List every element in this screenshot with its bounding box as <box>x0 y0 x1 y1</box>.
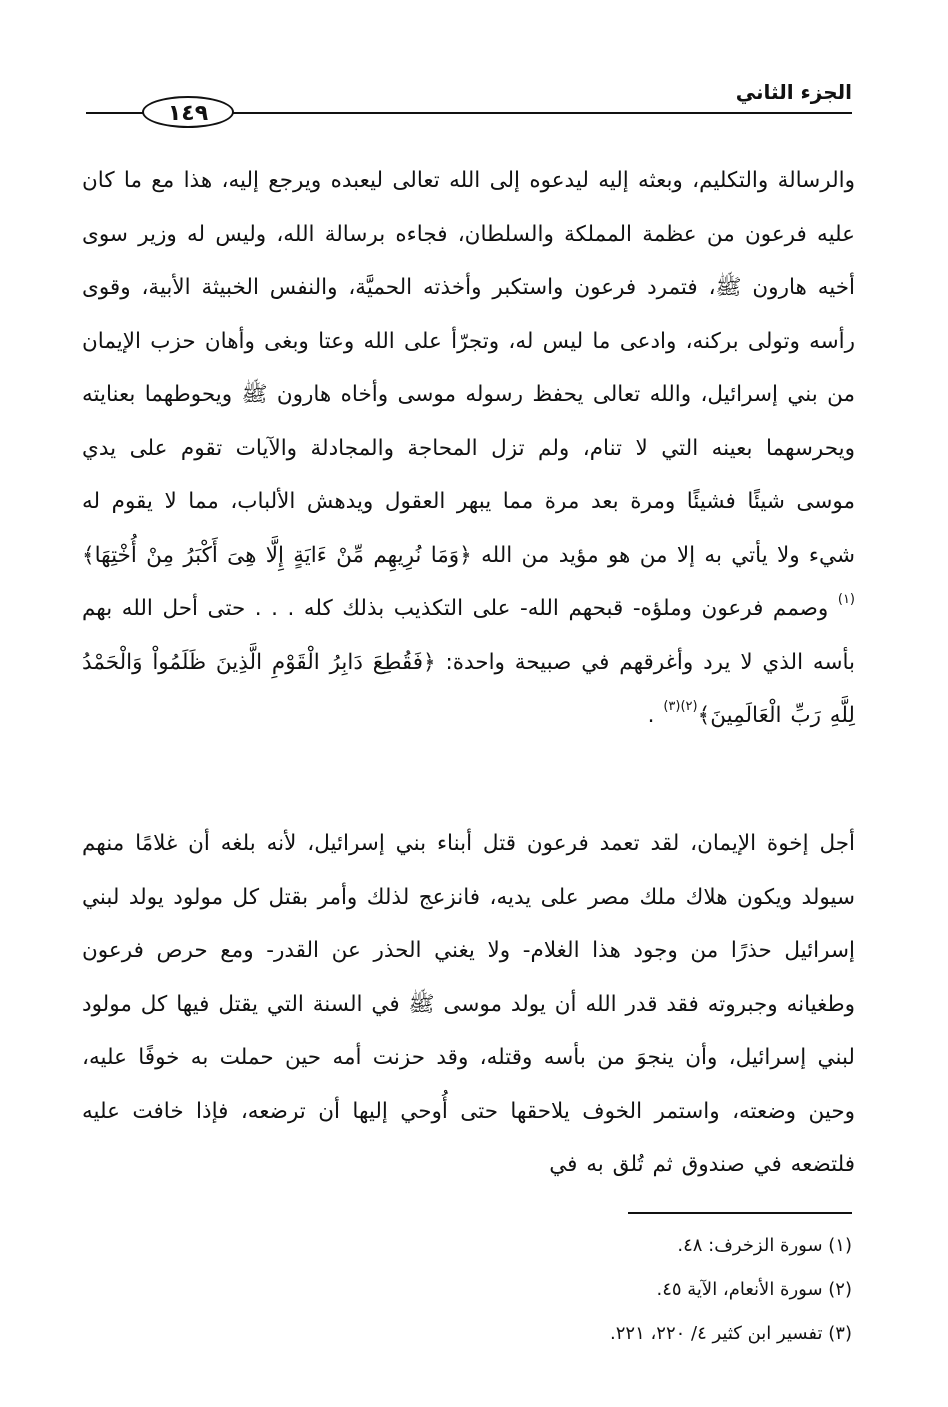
running-title: الجزء الثاني <box>735 80 852 104</box>
paragraph-2-text-a: أجل إخوة الإيمان، لقد تعمد فرعون قتل أبناء بني إسرائيل، لأنه بلغه أن غلامًا منهم سيولد ويكون هلاك ملك مصر على يديه، فانزعج لذلك وأمر بقتل كل مولود يولد لبني إسرائيل حذرًا من وجود هذا الغلام- ولا يغني الحذر عن القدر- ومع حرص فرعون وطغيانه وجبروته فقد قدر الله أن يولد موسى <box>82 831 856 1017</box>
salutation-icon: ﷺ <box>241 382 268 407</box>
quran-verse-1: وَمَا نُرِيهِم مِّنْ ءَايَةٍ إِلَّا هِىَ أَكْبَرُ مِنْ أُخْتِهَا <box>94 542 460 568</box>
paragraph-1 <box>82 154 855 743</box>
footnote-ref-3: (٣) <box>663 699 681 714</box>
paragraph-1-text-e: . <box>647 703 664 728</box>
salutation-icon: ﷺ <box>715 275 742 300</box>
paragraph-2 <box>82 817 855 1192</box>
footnotes <box>90 1224 852 1356</box>
paragraph-1-text-c: ويحوطهما بعنايته ويحرسهما بعينه التي لا تنام، ولم تزل المحاجة والمجادلة والآيات تقوم على يدي موسى شيئًا فشيئًا ومرة بعد مرة مما يبهر العقول ويدهش الألباب، مما لا يقوم له شيء ولا يأتي به إلا من هو مؤيد من الله <box>82 382 855 568</box>
page-header <box>86 78 852 128</box>
footnote-separator <box>628 1212 852 1214</box>
footnote-ref-1: (١) <box>837 592 855 607</box>
paragraph-2-text-b: في السنة التي يقتل فيها كل مولود لبني إسرائيل، وأن ينجوَ من بأسه وقتله، وقد حزنت أمه حين حملت به خوفًا عليه، وحين وضعته، واستمر الخوف يلاحقها حتى أُوحي إليها أن ترضعه، فإذا خافت عليه فلتضعه في صندوق ثم تُلق به في <box>82 991 855 1177</box>
quran-bracket-open: ﴿ <box>459 542 472 568</box>
page-number-badge: ١٤٩ <box>142 96 234 128</box>
paragraph-1-text-a: والرسالة والتكليم، وبعثه إليه ليدعوه إلى الله تعالى ليعبده ويرجع إليه، هذا مع ما كان عليه فرعون من عظمة المملكة والسلطان، فجاءه برسالة الله، وليس له وزير سوى أخيه هارون <box>82 168 855 300</box>
footnote-3: (٣) تفسير ابن كثير ٤/ ٢٢٠، ٢٢١. <box>610 1323 852 1344</box>
quran-bracket-close: ﴾ <box>82 542 95 568</box>
paragraph-1-text-d: وصمم فرعون وملؤه- قبحهم الله- على التكذيب بذلك كله . . . حتى أحل الله بهم بأسه الذي لا يرد وأغرقهم في صبيحة واحدة: <box>82 596 855 675</box>
footnote-ref-2: (٢) <box>680 699 698 714</box>
quran-bracket-open-2: ﴿ <box>423 649 436 675</box>
quran-verse-2: فَقُطِعَ دَابِرُ الْقَوْمِ الَّذِينَ ظَلَمُواْ وَالْحَمْدُ لِلَّهِ رَبِّ الْعَالَمِينَ <box>82 649 855 728</box>
salutation-icon: ﷺ <box>408 991 435 1017</box>
footnote-2: (٢) سورة الأنعام، الآية ٤٥. <box>656 1279 852 1300</box>
quran-bracket-close-2: ﴾ <box>697 703 711 728</box>
footnote-1: (١) سورة الزخرف: ٤٨. <box>677 1235 852 1256</box>
paragraph-1-text-b: ، فتمرد فرعون واستكبر وأخذته الحميَّة، والنفس الخبيثة الأبية، وقوى رأسه وتولى بركنه، وادعى ما ليس له، وتجرّأ على الله وعتا وبغى وأهان حزب الإيمان من بني إسرائيل، والله تعالى يحفظ رسوله موسى وأخاه هارون <box>82 275 855 407</box>
